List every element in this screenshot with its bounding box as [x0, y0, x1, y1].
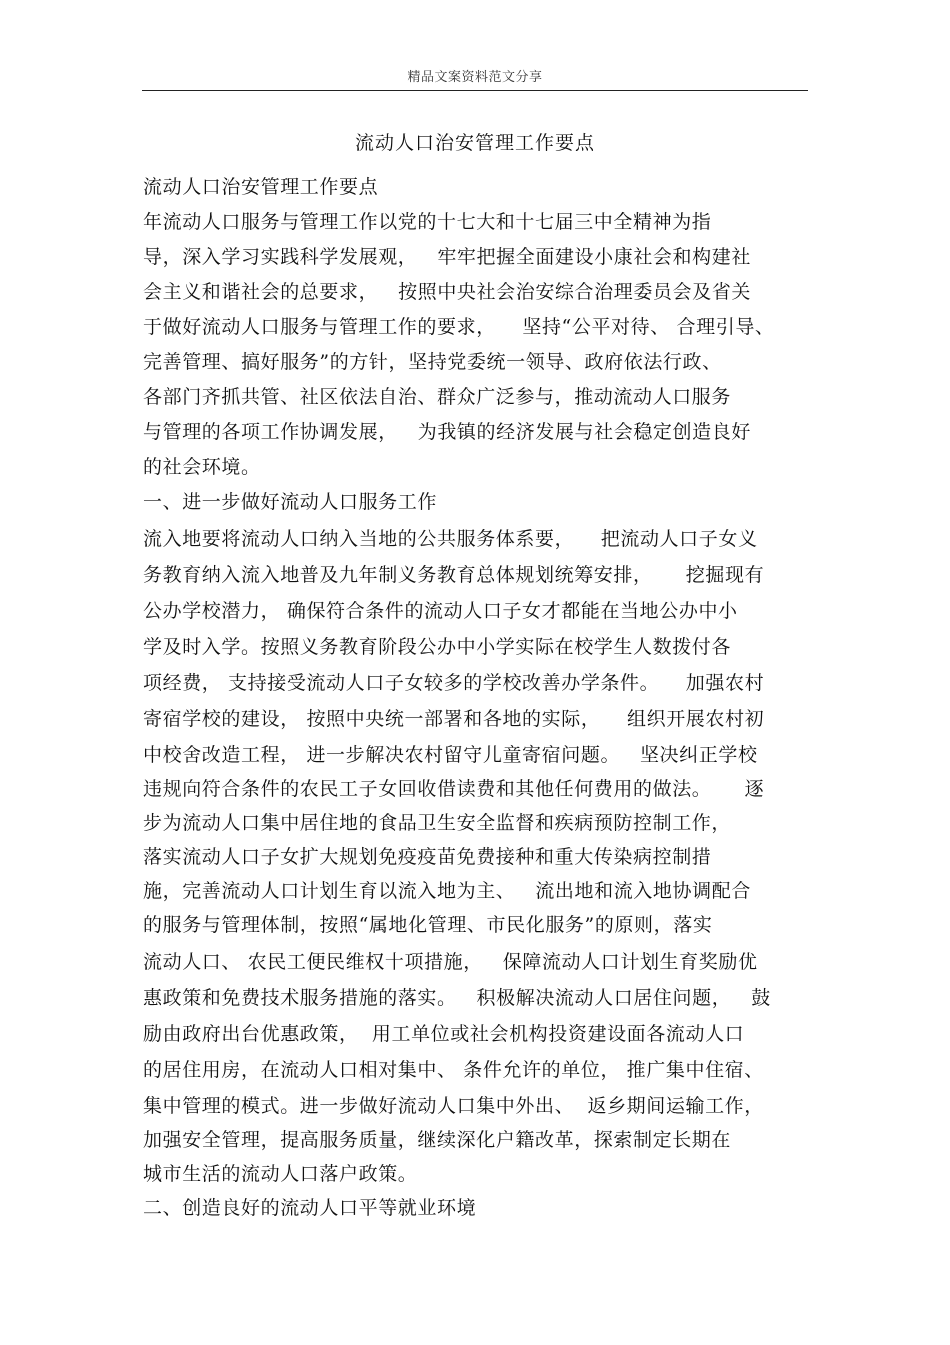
body-line: 于做好流动人口服务与管理工作的要求， 坚持“公平对待、 合理引导、: [143, 316, 775, 338]
body-line: 落实流动人口子女扩大规划免疫疫苗免费接种和重大传染病控制措: [143, 846, 712, 868]
body-line: 惠政策和免费技术服务措施的落实。 积极解决流动人口居住问题， 鼓: [143, 987, 771, 1009]
section-heading: 一、进一步做好流动人口服务工作: [143, 491, 438, 513]
body-line: 完善管理、搞好服务”的方针，坚持党委统一领导、政府依法行政、: [143, 351, 722, 373]
body-line: 各部门齐抓共管、社区依法自治、群众广泛参与，推动流动人口服务: [143, 386, 732, 408]
body-line: 流动人口、 农民工便民维权十项措施， 保障流动人口计划生育奖励优: [143, 951, 758, 973]
page-header-text: 精品文案资料范文分享: [407, 70, 543, 85]
body-line: 年流动人口服务与管理工作以党的十七大和十七届三中全精神为指: [143, 211, 712, 233]
body-line: 会主义和谐社会的总要求， 按照中央社会治安综合治理委员会及省关: [143, 281, 751, 303]
body-line: 公办学校潜力， 确保符合条件的流动人口子女才都能在当地公办中小: [143, 600, 738, 622]
body-line: 中校舍改造工程， 进一步解决农村留守儿童寄宿问题。 坚决纠正学校: [143, 744, 758, 766]
body-line: 的服务与管理体制，按照“属地化管理、市民化服务”的原则，落实: [143, 914, 713, 936]
body-line: 的居住用房，在流动人口相对集中、 条件允许的单位， 推广集中住宿、: [143, 1059, 764, 1081]
body-line: 励由政府出台优惠政策， 用工单位或社会机构投资建设面各流动人口: [143, 1023, 745, 1045]
body-line: 流动人口治安管理工作要点: [143, 176, 379, 198]
body-line: 的社会环境。: [143, 456, 261, 478]
body-line: 导，深入学习实践科学发展观， 牢牢把握全面建设小康社会和构建社: [143, 246, 751, 268]
body-line: 加强安全管理，提高服务质量，继续深化户籍改革，探索制定长期在: [143, 1129, 732, 1151]
body-line: 集中管理的模式。进一步做好流动人口集中外出、 返乡期间运输工作，: [143, 1095, 764, 1117]
body-line: 流入地要将流动人口纳入当地的公共服务体系要， 把流动人口子女义: [143, 528, 758, 550]
body-line: 违规向符合条件的农民工子女回收借读费和其他任何费用的做法。 逐: [143, 778, 765, 800]
section-heading: 二、创造良好的流动人口平等就业环境: [143, 1197, 477, 1219]
body-line: 城市生活的流动人口落户政策。: [143, 1163, 418, 1185]
body-line: 寄宿学校的建设， 按照中央统一部署和各地的实际， 组织开展农村初: [143, 708, 765, 730]
body-line: 步为流动人口集中居住地的食品卫生安全监督和疾病预防控制工作，: [143, 812, 732, 834]
body-line: 项经费， 支持接受流动人口子女较多的学校改善办学条件。 加强农村: [143, 672, 765, 694]
body-line: 务教育纳入流入地普及九年制义务教育总体规划统筹安排， 挖掘现有: [143, 564, 765, 586]
document-title: 流动人口治安管理工作要点: [354, 132, 595, 154]
body-line: 施，完善流动人口计划生育以流入地为主、 流出地和流入地协调配合: [143, 880, 751, 902]
body-line: 学及时入学。按照义务教育阶段公办中小学实际在校学生人数拨付各: [143, 636, 732, 658]
body-line: 与管理的各项工作协调发展， 为我镇的经济发展与社会稳定创造良好: [143, 421, 751, 443]
header-divider: [142, 90, 808, 91]
